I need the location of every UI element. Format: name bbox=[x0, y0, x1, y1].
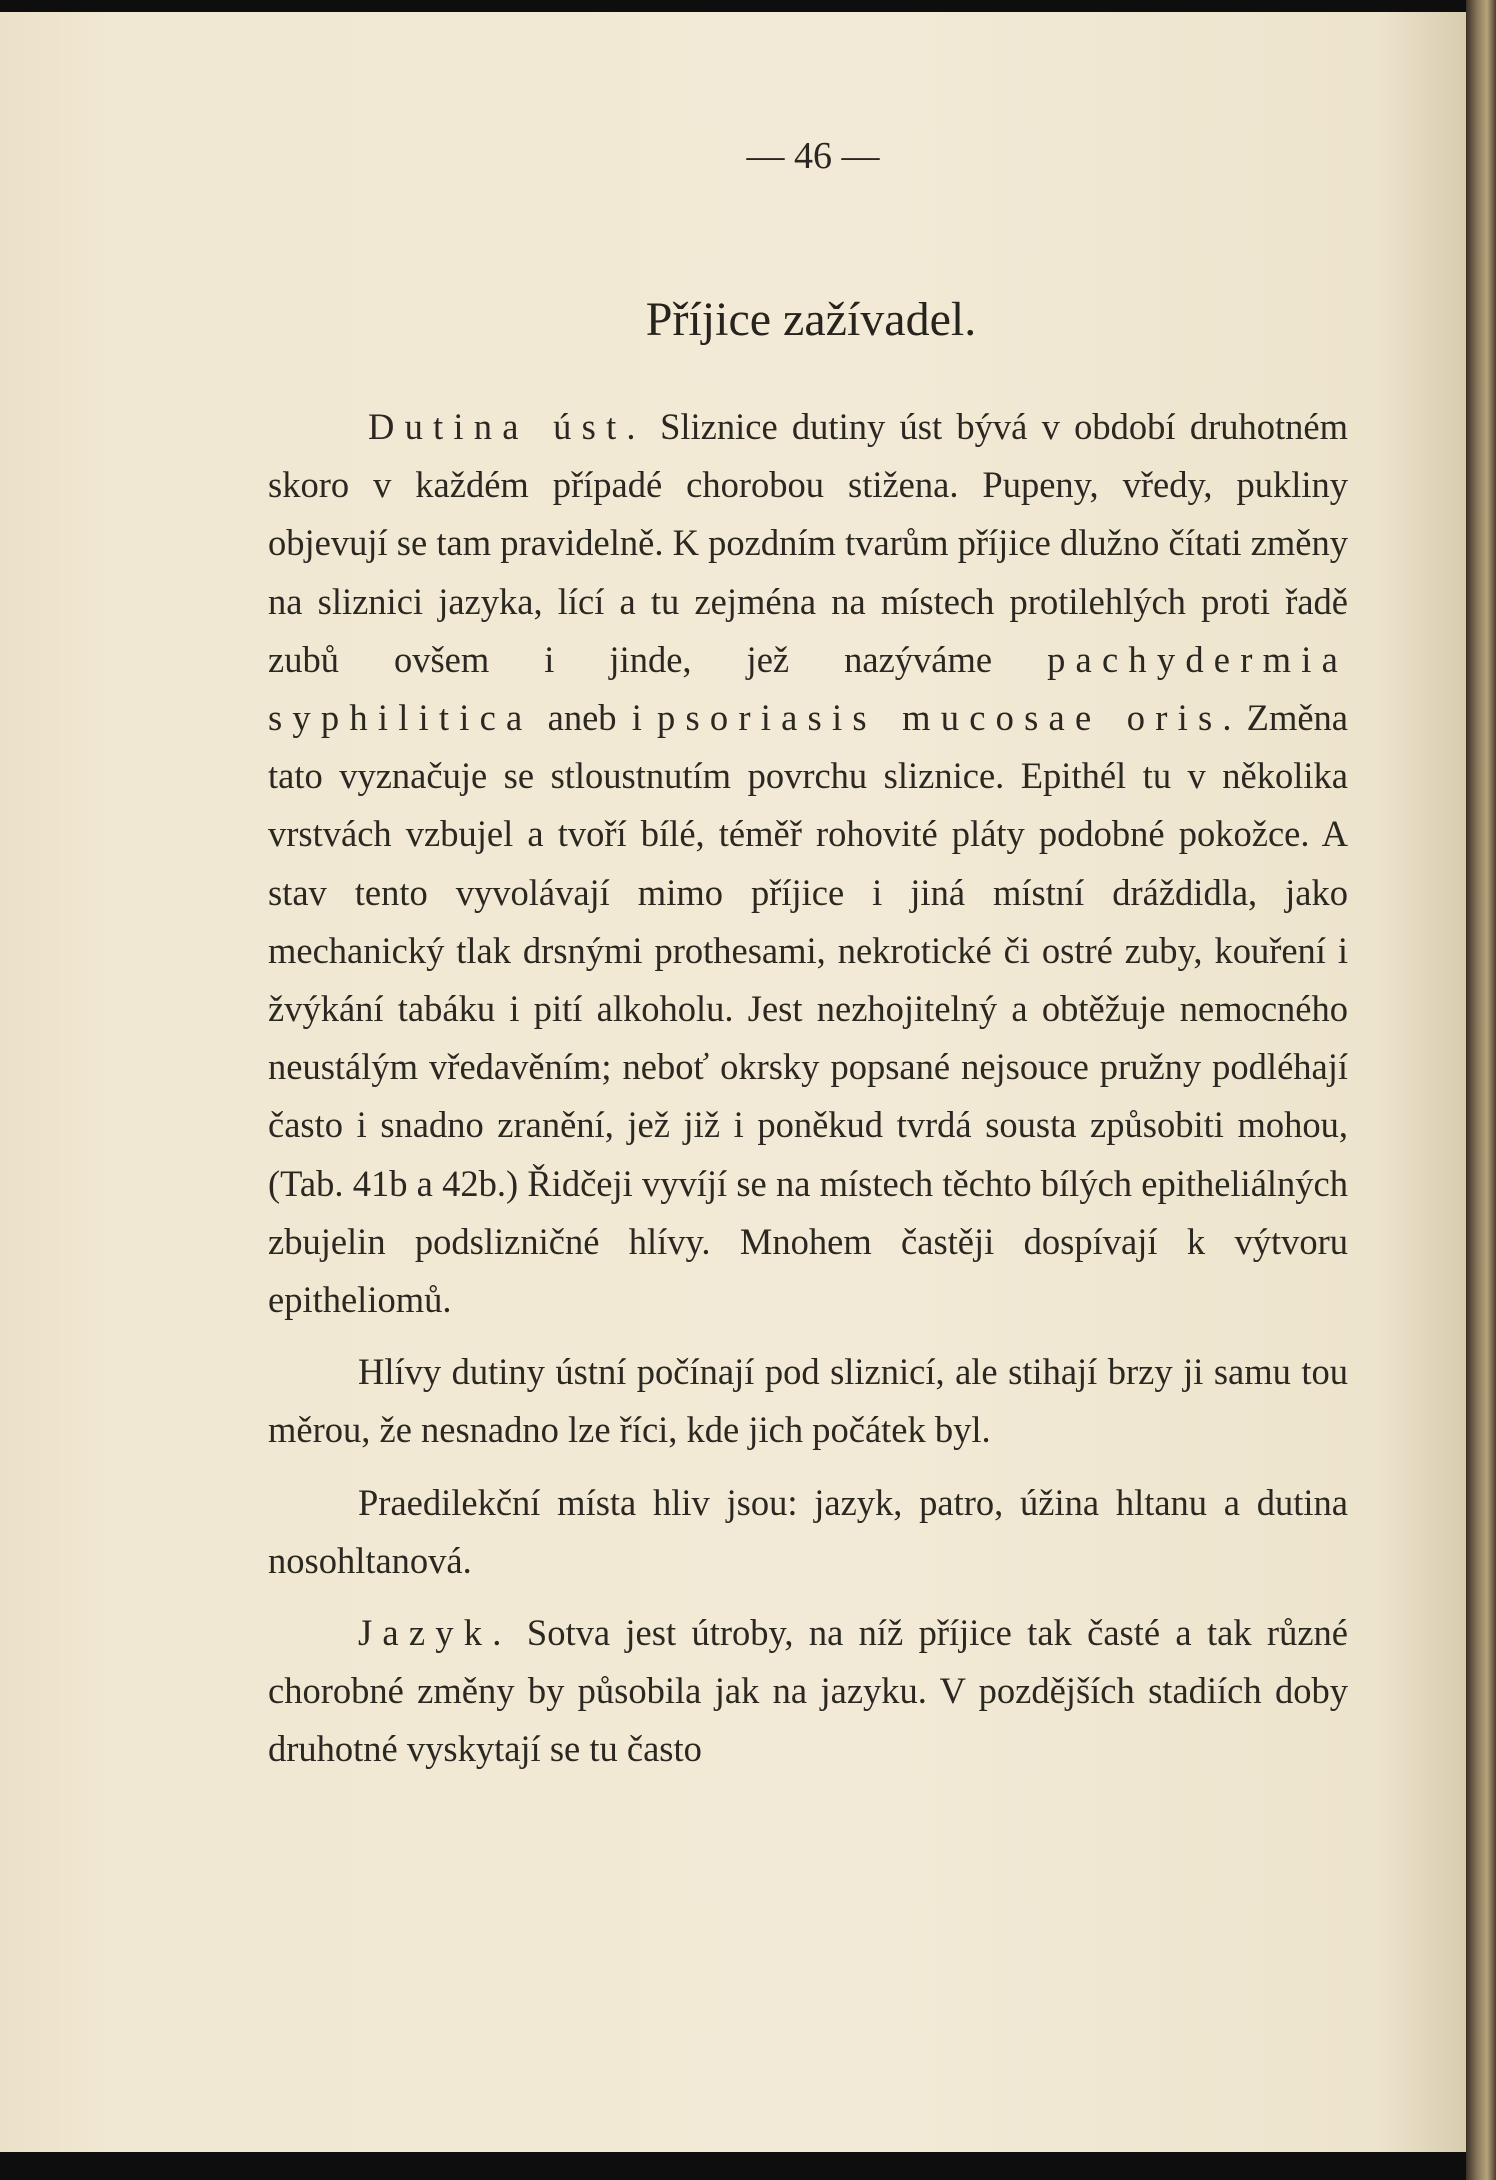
paragraph-text: Praedilekční místa hliv jsou: jazyk, patro, úžina hltanu a dutina nosohltanová. bbox=[268, 1481, 1348, 1581]
paragraph-connector: aneb i bbox=[532, 697, 658, 739]
latin-term-psoriasis: psoriasis mucosae oris bbox=[657, 697, 1223, 739]
chapter-title: Příjice zažívadel. bbox=[645, 293, 977, 346]
paragraph-text: Hlívy dutiny ústní počínají pod sliznicí, ale stihají brzy ji samu tou měrou, že nesnadno lze říci, kde jich počátek byl. bbox=[268, 1351, 1348, 1451]
body-text bbox=[268, 398, 1348, 1793]
paragraph-praedilekcni bbox=[268, 1474, 1348, 1590]
latin-term-pachydermia: pachydermia syphilitica bbox=[268, 638, 1348, 739]
section-heading-dutina-ust: Dutina úst. bbox=[368, 406, 646, 447]
paragraph-text-continued: . Změna tato vyznačuje se stloustnutím povrchu sliznice. Epithél tu v několika vrstvách vzbujel a tvoří bílé, téměř rohovité pláty podobné pokožce. A stav tento vyvolávají mimo příjice i jiná místní dráždidla, jako mechanický tlak drsnými prothesami, nekrotické či ostré zuby, kouření i žvýkání tabáku i pití alkoholu. Jest nezhojitelný a obtěžuje nemocného neustálým vředavěním; neboť okrsky popsané nejsouce pružny podléhají často i snadno zranění, jež již i poněkud tvrdá sousta způsobiti mohou, (Tab. 41b a 42b.) Řidčeji vyvíjí se na místech těchto bílých epitheliálných zbujelin podslizničné hlívy. Mnohem častěji dospívají k výtvoru epitheliomů. bbox=[268, 697, 1348, 1321]
paragraph-text: Sotva jest útroby, na níž příjice tak časté a tak různé chorobné změny by působila jak na jazyku. V pozdějších stadiích doby druhotné vyskytají se tu často bbox=[268, 1612, 1348, 1770]
paragraph-dutina-ust bbox=[268, 398, 1348, 1329]
book-spine-edge bbox=[1466, 0, 1496, 2180]
paragraph-text: Sliznice dutiny úst bývá v období druhotném skoro v každém případé chorobou stižena. Pupeny, vředy, pukliny objevují se tam pravidelně. K pozdním tvarům příjice dlužno čítati změny na sliznici jazyka, lící a tu zejména na místech protilehlých proti řadě zubů ovšem i jinde, jež nazýváme bbox=[268, 406, 1348, 680]
paragraph-hlivy bbox=[268, 1343, 1348, 1459]
section-heading-jazyk: Jazyk. bbox=[358, 1612, 512, 1654]
paragraph-jazyk bbox=[268, 1604, 1348, 1779]
page-number: — 46 — bbox=[746, 135, 880, 177]
book-page bbox=[0, 12, 1466, 2152]
